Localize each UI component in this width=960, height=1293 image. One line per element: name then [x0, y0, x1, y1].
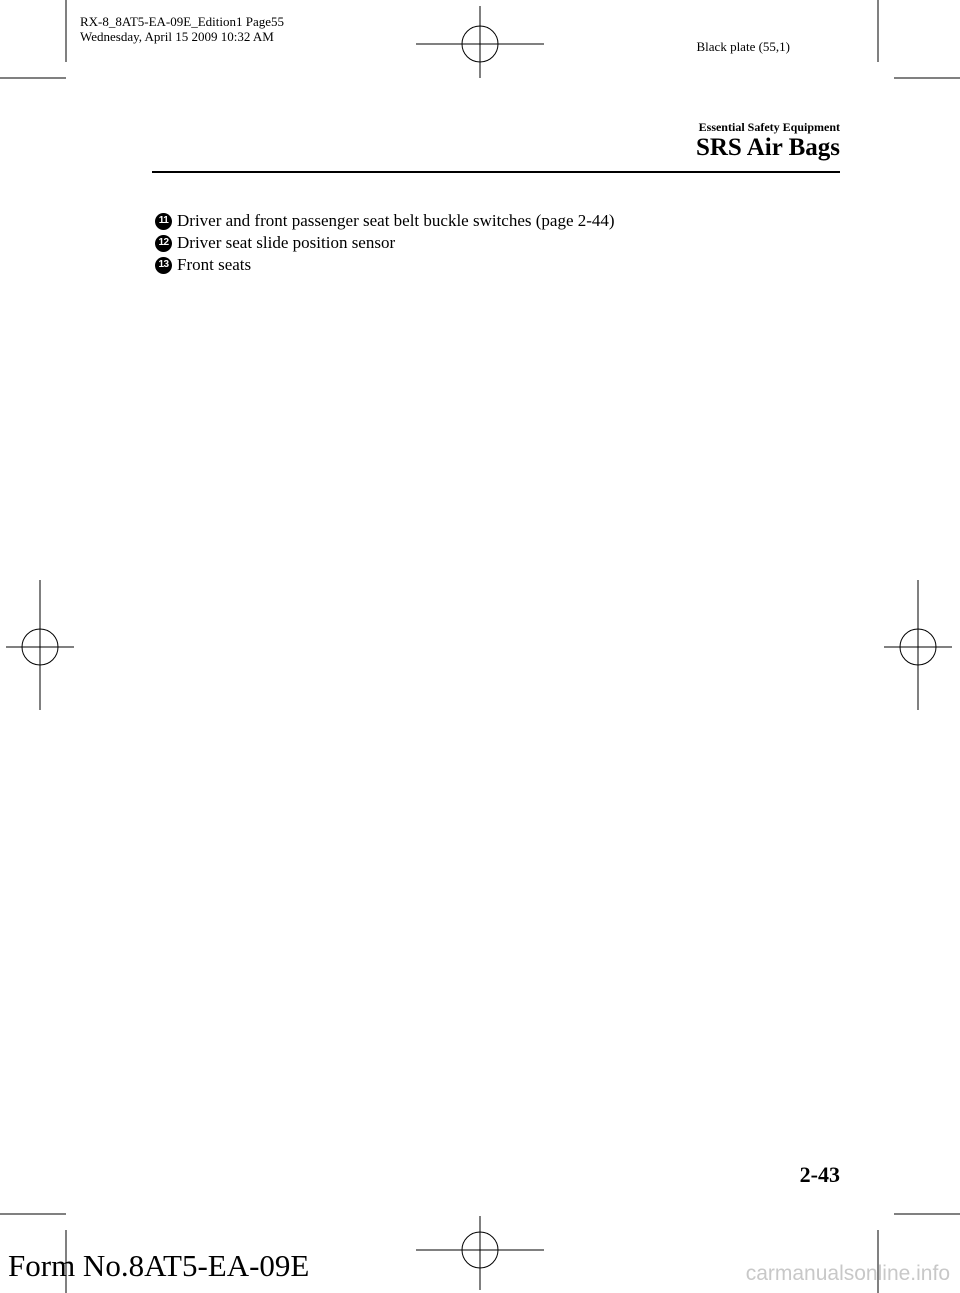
plate-label: Black plate (55,1): [696, 39, 790, 54]
item-text: Driver seat slide position sensor: [177, 233, 396, 252]
list-item: [155, 210, 615, 232]
slug-file-line: RX-8_8AT5-EA-09E_Edition1 Page55: [80, 14, 285, 29]
list-item: [155, 232, 615, 254]
page-title: SRS Air Bags: [695, 134, 840, 161]
header-rule: [152, 171, 840, 173]
slug-date-line: Wednesday, April 15 2009 10:32 AM: [80, 29, 274, 44]
item-number-badge: 13: [155, 257, 172, 274]
print-slug: [80, 14, 284, 44]
item-number-badge: 11: [155, 213, 172, 230]
item-list: [155, 210, 615, 276]
page-number: 2-43: [799, 1162, 840, 1187]
list-item: [155, 254, 615, 276]
item-number-badge: 12: [155, 235, 172, 252]
item-text: Front seats: [177, 255, 252, 274]
form-number: Form No.8AT5-EA-09E: [8, 1248, 310, 1283]
watermark: carmanualsonline.info: [745, 1262, 950, 1285]
section-label: Essential Safety Equipment: [698, 120, 840, 134]
item-text: Driver and front passenger seat belt buckle switches (page 2-44): [177, 211, 615, 230]
